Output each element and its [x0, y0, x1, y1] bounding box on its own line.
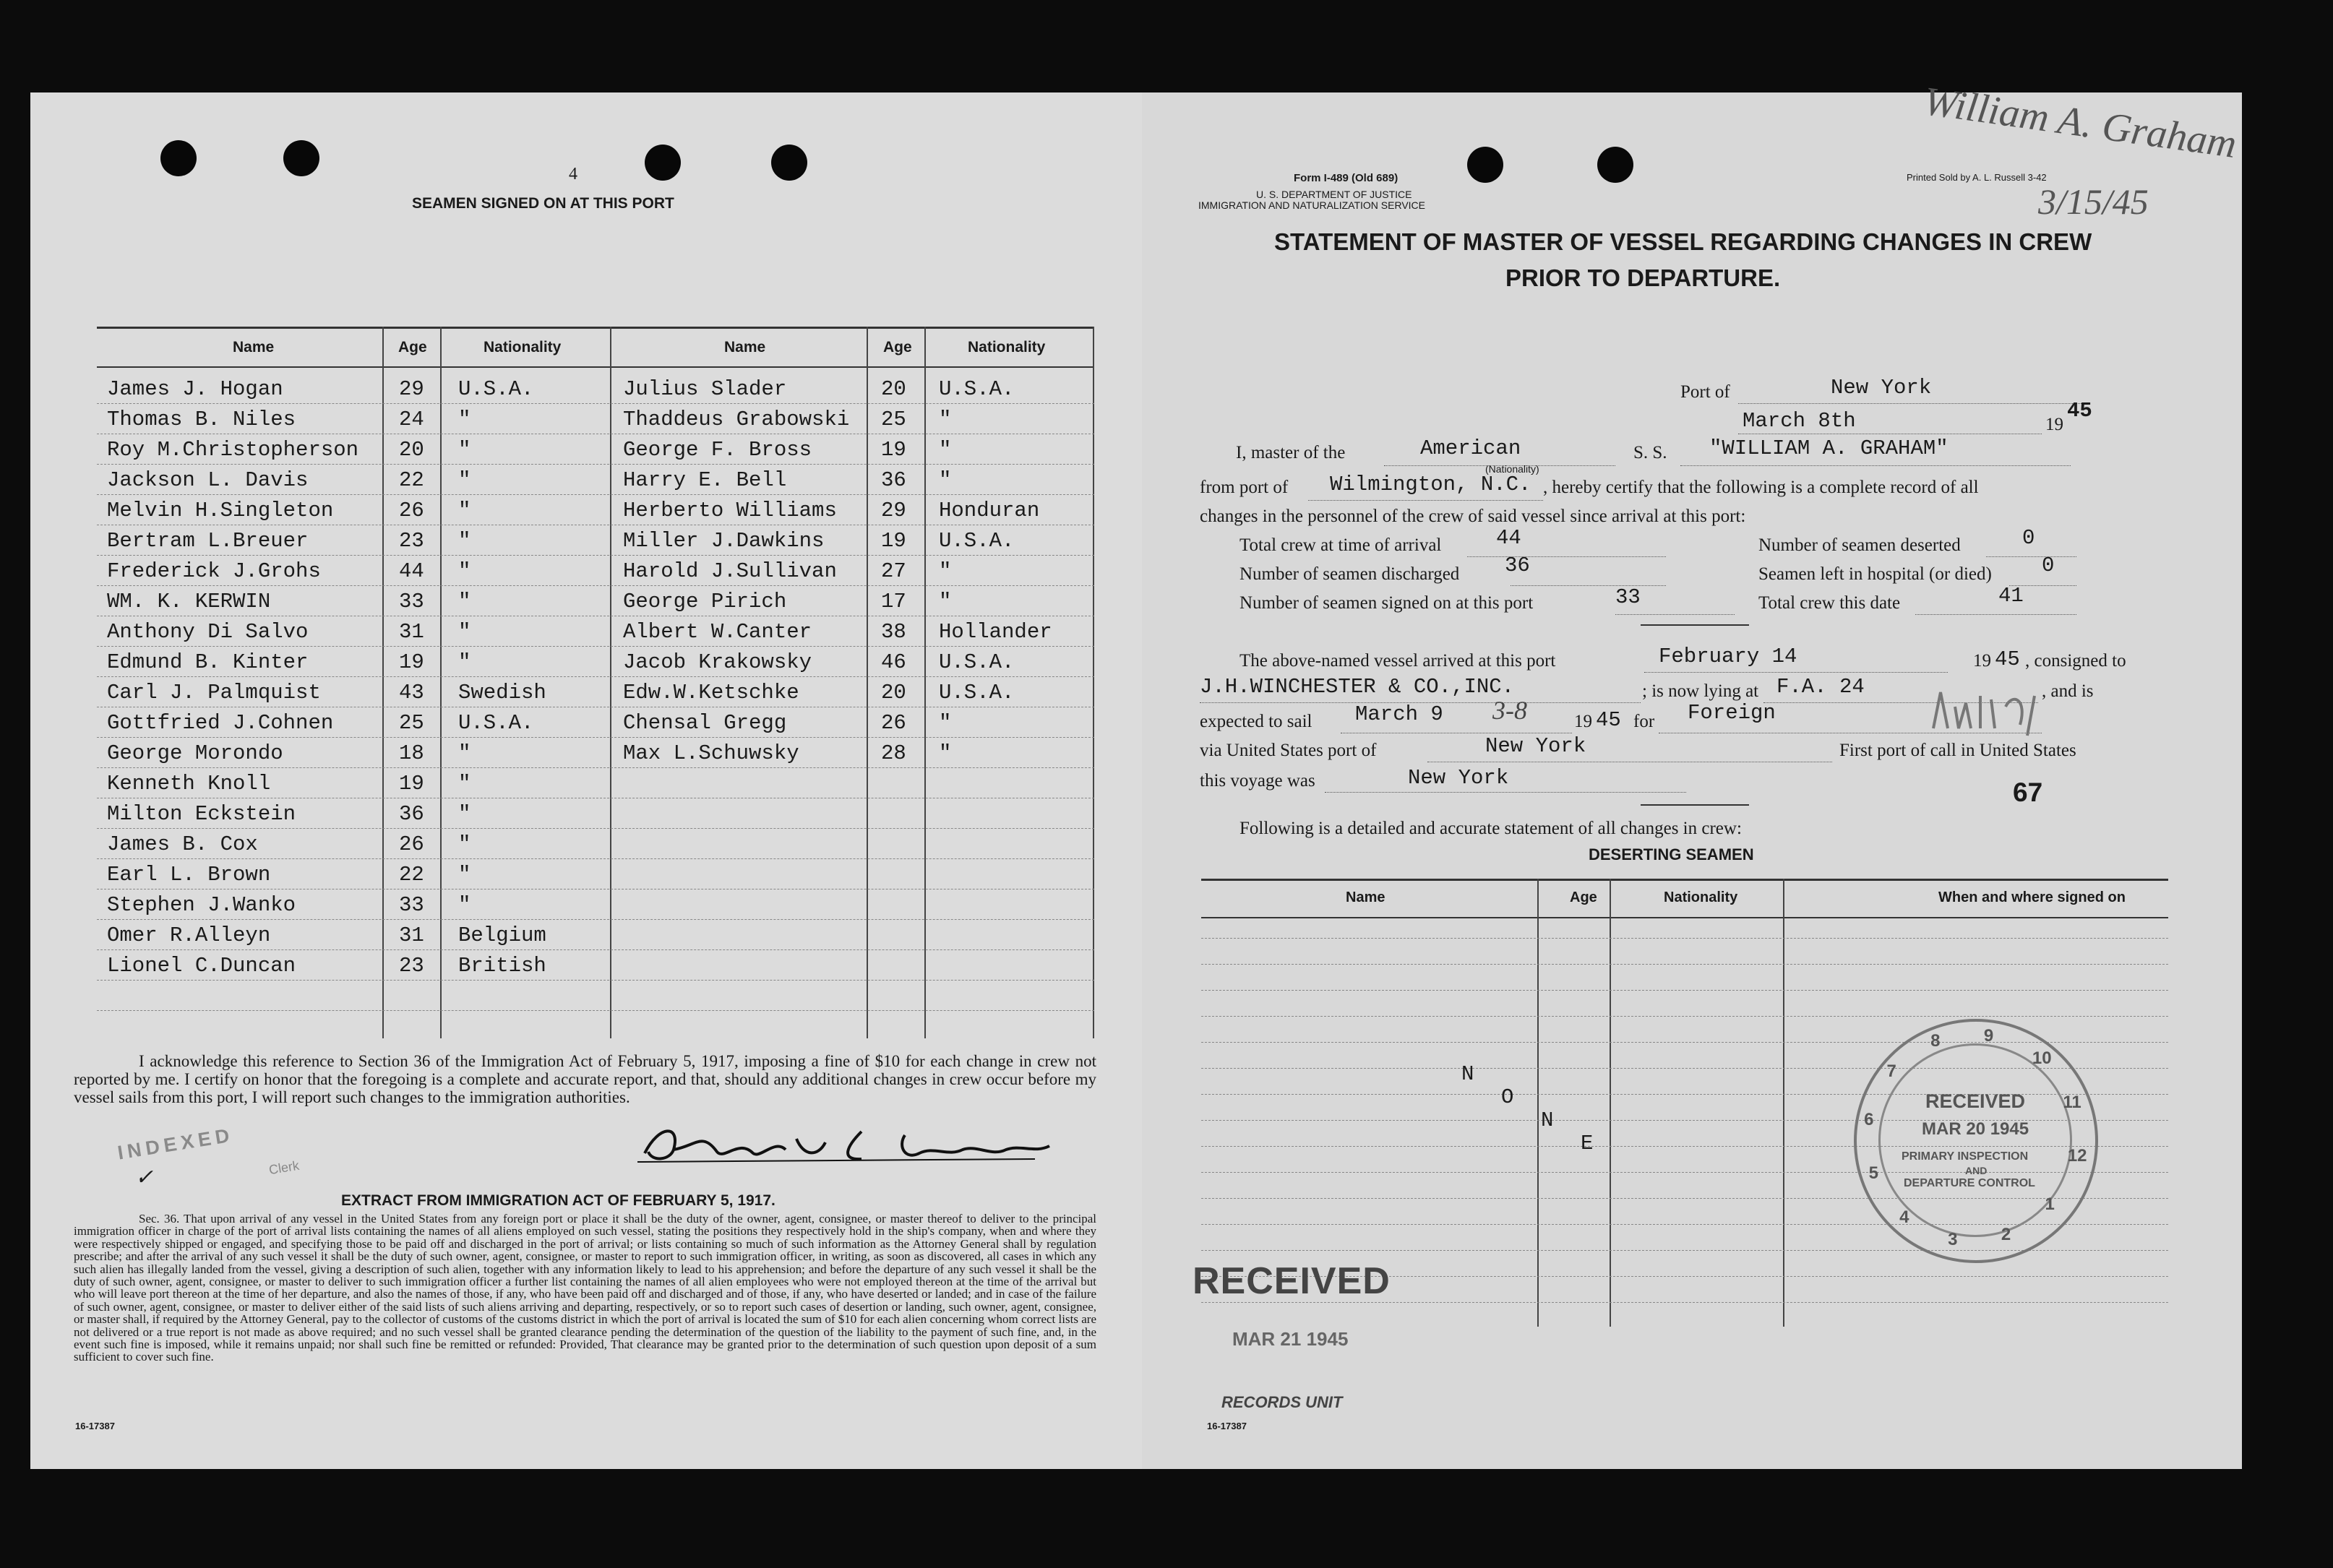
- crew-name: Herberto Williams: [623, 499, 837, 522]
- crew-row: [97, 616, 1094, 647]
- crew-nationality: ": [458, 408, 471, 431]
- deserting-title: DESERTING SEAMEN: [1589, 845, 1754, 863]
- crew-name: Lionel C.Duncan: [107, 954, 296, 978]
- column-header: Nationality: [968, 339, 1046, 356]
- master-signature: [630, 1117, 1064, 1175]
- punch-hole: [160, 140, 197, 176]
- crew-nationality: ": [939, 468, 952, 492]
- stamp-line: AND: [1965, 1165, 1988, 1176]
- crew-row: [97, 373, 1094, 404]
- crew-row: [97, 737, 1094, 768]
- crew-nationality: ": [458, 590, 471, 613]
- year-prefix: 19: [1574, 712, 1592, 731]
- arrival-year: 45: [1995, 647, 2020, 671]
- crew-nationality: ": [458, 741, 471, 765]
- crew-row: [97, 828, 1094, 859]
- this-voyage-label: this voyage was: [1200, 771, 1315, 791]
- punch-hole: [1597, 147, 1633, 183]
- column-header: Name: [1346, 889, 1385, 905]
- form-title-line2: PRIOR TO DEPARTURE.: [1505, 264, 1781, 291]
- records-stamp-unit: RECORDS UNIT: [1221, 1393, 1343, 1411]
- deserted-label: Number of seamen deserted: [1758, 535, 1961, 555]
- stamp-clock-digit: 9: [1983, 1026, 1994, 1046]
- crew-age: 29: [399, 377, 424, 401]
- crew-nationality: ": [939, 741, 952, 765]
- crew-nationality: ": [458, 863, 471, 887]
- crew-age: 43: [399, 681, 424, 705]
- crew-name: Stephen J.Wanko: [107, 893, 296, 917]
- extract-title: EXTRACT FROM IMMIGRATION ACT OF FEBRUARY 5, 1917.: [341, 1192, 775, 1209]
- punch-hole: [645, 145, 681, 181]
- crew-row: [97, 585, 1094, 616]
- vessel-value: "WILLIAM A. GRAHAM": [1709, 436, 1949, 460]
- crew-name: Jacob Krakowsky: [623, 650, 812, 674]
- form-code: 16-17387: [1207, 1421, 1247, 1431]
- year-prefix: 19: [1973, 651, 1991, 671]
- stamp-line: PRIMARY INSPECTION: [1902, 1150, 2029, 1163]
- records-stamp-label: RECEIVED: [1193, 1260, 1391, 1302]
- year-value: 45: [2067, 399, 2092, 423]
- crew-name: Bertram L.Breuer: [107, 529, 309, 553]
- crew-name: Chensal Gregg: [623, 711, 787, 735]
- column-header: Age: [1570, 889, 1597, 905]
- deserted-value: 0: [2022, 526, 2035, 550]
- stamp-date: MAR 20 1945: [1922, 1119, 2029, 1139]
- crew-age: 19: [399, 772, 424, 796]
- crew-name: George Pirich: [623, 590, 787, 613]
- crew-row: [97, 525, 1094, 556]
- crew-name: Albert W.Canter: [623, 620, 812, 644]
- total-crew-date-label: Total crew this date: [1758, 593, 1901, 613]
- destination-value: Foreign: [1688, 701, 1776, 725]
- right-page: [1142, 78, 2242, 1469]
- hospital-label: Seamen left in hospital (or died): [1758, 564, 1992, 584]
- consignee-value: J.H.WINCHESTER & CO.,INC.: [1200, 675, 1515, 699]
- first-port-field: [1325, 766, 1686, 793]
- stamp-label: RECEIVED: [1925, 1090, 2026, 1112]
- left-page: [30, 92, 1142, 1469]
- table-rule: [1201, 938, 2168, 939]
- from-port-value: Wilmington, N.C.: [1330, 473, 1531, 496]
- stamp-clock-digit: 6: [1864, 1110, 1874, 1130]
- crew-nationality: ": [458, 468, 471, 492]
- crew-age: 20: [399, 438, 424, 462]
- form-number: Form I-489 (Old 689): [1294, 172, 1398, 184]
- changes-text: changes in the personnel of the crew of said vessel since arrival at this port:: [1200, 507, 1746, 526]
- crew-row: [97, 646, 1094, 677]
- discharged-label: Number of seamen discharged: [1239, 564, 1460, 584]
- crew-age: 19: [881, 438, 906, 462]
- crew-age: 18: [399, 741, 424, 765]
- crew-name: Harold J.Sullivan: [623, 559, 837, 583]
- crew-name: Jackson L. Davis: [107, 468, 309, 492]
- punch-hole: [283, 140, 319, 176]
- port-field: [1738, 376, 2089, 404]
- column-header: Name: [233, 339, 275, 356]
- crew-name: Julius Slader: [623, 377, 787, 401]
- crew-nationality: ": [458, 650, 471, 674]
- crew-age: 20: [881, 377, 906, 401]
- crew-nationality: British: [458, 954, 546, 978]
- crew-table-header: [97, 327, 1094, 368]
- crew-name: Gottfried J.Cohnen: [107, 711, 334, 735]
- crew-age: 33: [399, 893, 424, 917]
- crew-age: 23: [399, 529, 424, 553]
- service: IMMIGRATION AND NATURALIZATION SERVICE: [1198, 199, 1425, 211]
- stamp-clock-digit: 4: [1899, 1207, 1909, 1227]
- crew-name: George Morondo: [107, 741, 283, 765]
- crew-row: [97, 555, 1094, 586]
- crew-nationality: U.S.A.: [939, 377, 1015, 401]
- column-header: Name: [724, 339, 766, 356]
- crew-name: Milton Eckstein: [107, 802, 296, 826]
- vessel-field: [1680, 436, 2071, 466]
- stamp-line: DEPARTURE CONTROL: [1904, 1177, 2035, 1189]
- stamp-clock-digit: 5: [1868, 1163, 1878, 1183]
- crew-nationality: ": [939, 559, 952, 583]
- discharged-value: 36: [1505, 553, 1530, 577]
- crew-age: 26: [881, 711, 906, 735]
- column-header: Nationality: [1664, 889, 1738, 905]
- none-letter: N: [1541, 1108, 1554, 1132]
- crew-age: 22: [399, 468, 424, 492]
- crew-name: Thomas B. Niles: [107, 408, 296, 431]
- crew-name: Roy M.Christopherson: [107, 438, 359, 462]
- punch-hole: [771, 145, 807, 181]
- crew-row: [97, 798, 1094, 829]
- port-label: Port of: [1680, 382, 1730, 402]
- crew-nationality: ": [939, 438, 952, 462]
- crew-nationality: U.S.A.: [939, 529, 1015, 553]
- crew-name: James J. Hogan: [107, 377, 283, 401]
- stamp-clock-digit: 12: [2067, 1145, 2087, 1166]
- expected-label: expected to sail: [1200, 712, 1312, 731]
- consigned-text: , consigned to: [2025, 651, 2126, 671]
- discharged-field: [1505, 553, 1666, 586]
- crew-nationality: ": [458, 559, 471, 583]
- extract-text: Sec. 36. That upon arrival of any vessel in the United States from any foreign port or place it shall be the duty of the owner, agent, consignee, or master thereof to deliver to the principal immigration officer in charge of the port of arrival lists containing the names of all aliens employed on such vessel, stating the positions they respectively hold in the ship's company, when and where they were respectively shipped or engaged, and specifying those to be paid off and discharged in the port of arrival; or lists containing so much of such information as the Attorney General shall by regulation prescribe; and after the arrival of any such vessel it shall be the duty of such owner, agent, consignee, or master to report to such immigration officer, in writing, as soon as discovered, all cases in which any such alien has illegally landed from the vessel, giving a description of such alien, together with any information likely to lead to his apprehension; and before the departure of any such vessel it shall be the duty of such owner, agent, consignee, or master to deliver to such immigration officer a further list containing the names of all alien employees who were not employed thereon at the time of the arrival but who will leave port thereon at the time of her departure, and also the names of those, if any, who have been paid off and discharged and of those, if any, who have deserted or landed; and in case of the failure of such owner, agent, consignee, or master to deliver either of the said lists of such aliens arriving and departing, respectively, or so to report such cases of desertion or landing, such owner, agent, consignee, or master shall, if required by the Attorney General, pay to the collector of customs of the customs district in which the port of arrival is located the sum of $10 for each alien concerning whom correct lists are not delivered or a true report is not made as above required; and no such vessel shall be granted clearance pending the determination of the question of the liability to the payment of such fine, and, in the event such fine is imposed, while it remains unpaid; nor shall such fine be remitted or refunded: Provided, That clearance may be granted prior to the determination of such question upon deposit of a sum sufficient to cover such fine.: [74, 1212, 1096, 1364]
- crew-age: 28: [881, 741, 906, 765]
- crew-age: 24: [399, 408, 424, 431]
- via-port-value: New York: [1485, 734, 1586, 758]
- crew-age: 19: [881, 529, 906, 553]
- crew-age: 36: [881, 468, 906, 492]
- records-stamp-date: MAR 21 1945: [1232, 1328, 1349, 1350]
- crew-row: [97, 949, 1094, 981]
- crew-nationality: Swedish: [458, 681, 546, 705]
- crew-row: [97, 494, 1094, 525]
- none-letter: O: [1501, 1085, 1514, 1109]
- column-divider: [1783, 879, 1784, 1327]
- crew-age: 38: [881, 620, 906, 644]
- stamp-clock-digit: 2: [2001, 1225, 2011, 1245]
- table-rule: [1201, 990, 2168, 991]
- total-crew-arrival-field: [1467, 526, 1666, 557]
- nationality-caption: (Nationality): [1485, 463, 1539, 475]
- arrival-date-field: [1644, 645, 1948, 673]
- total-crew-date-field: [1915, 584, 2076, 615]
- sail-date-field: [1341, 696, 1572, 733]
- received-stamp: [1854, 1019, 2098, 1263]
- stamp-number: 67: [2013, 777, 2043, 807]
- none-letter: N: [1461, 1062, 1474, 1086]
- ss-label: S. S.: [1633, 443, 1667, 462]
- crew-age: 33: [399, 590, 424, 613]
- first-port-text: First port of call in United States: [1839, 741, 2076, 760]
- acknowledgement-text: I acknowledge this reference to Section 36 of the Immigration Act of February 5, 1917, imposing a fine of $10 for each change in crew not reported by me. I certify on honor that the foregoing is a complete and accurate report, and that, should any additional changes in crew occur before my vessel sails from this port, I will report such changes to the immigration authorities.: [74, 1052, 1096, 1106]
- crew-age: 31: [399, 923, 424, 947]
- clearance-initials: [1926, 685, 2056, 743]
- stamp-clock-digit: 3: [1948, 1229, 1958, 1249]
- crew-age: 22: [399, 863, 424, 887]
- crew-row: [97, 676, 1094, 707]
- crew-nationality: ": [939, 711, 952, 735]
- pier-value: F.A. 24: [1776, 675, 1865, 699]
- crew-nationality: U.S.A.: [458, 711, 534, 735]
- signed-on-field: [1615, 585, 1735, 615]
- crew-name: Anthony Di Salvo: [107, 620, 309, 644]
- table-rule: [1201, 964, 2168, 965]
- crew-row: [97, 919, 1094, 950]
- crew-nationality: Belgium: [458, 923, 546, 947]
- following-text: Following is a detailed and accurate statement of all changes in crew:: [1239, 819, 1742, 838]
- crew-row: [97, 980, 1094, 1011]
- from-port-field: [1308, 473, 1543, 501]
- crew-age: 23: [399, 954, 424, 978]
- crew-nationality: ": [939, 408, 952, 431]
- signed-on-value: 33: [1615, 585, 1641, 609]
- column-header: Age: [398, 339, 427, 356]
- crew-row: [97, 403, 1094, 434]
- and-is-text: , and is: [2042, 681, 2094, 701]
- hospital-value: 0: [2042, 553, 2055, 577]
- clerk-label: Clerk: [267, 1158, 301, 1178]
- via-port-field: [1427, 734, 1832, 762]
- crew-nationality: ": [458, 802, 471, 826]
- master-label: I, master of the: [1236, 443, 1346, 462]
- crew-name: Kenneth Knoll: [107, 772, 271, 796]
- crew-name: Carl J. Palmquist: [107, 681, 321, 705]
- crew-age: 46: [881, 650, 906, 674]
- crew-nationality: Hollander: [939, 620, 1052, 644]
- total-crew-date-value: 41: [1998, 584, 2024, 608]
- crew-row: [97, 767, 1094, 798]
- crew-name: Max L.Schuwsky: [623, 741, 799, 765]
- total-crew-arrival-label: Total crew at time of arrival: [1239, 535, 1442, 555]
- arrived-text: The above-named vessel arrived at this port: [1239, 651, 1556, 671]
- crew-age: 31: [399, 620, 424, 644]
- stamp-clock-digit: 7: [1886, 1061, 1896, 1082]
- crew-name: George F. Bross: [623, 438, 812, 462]
- divider: [1641, 804, 1749, 806]
- crew-name: Earl L. Brown: [107, 863, 271, 887]
- crew-age: 27: [881, 559, 906, 583]
- crew-age: 25: [881, 408, 906, 431]
- crew-row: [97, 858, 1094, 889]
- crew-age: 17: [881, 590, 906, 613]
- crew-name: Melvin H.Singleton: [107, 499, 334, 522]
- crew-age: 20: [881, 681, 906, 705]
- column-header: Age: [883, 339, 912, 356]
- crew-nationality: Honduran: [939, 499, 1040, 522]
- crew-age: 44: [399, 559, 424, 583]
- via-label: via United States port of: [1200, 741, 1377, 760]
- crew-age: 29: [881, 499, 906, 522]
- indexed-stamp: INDEXED: [116, 1124, 236, 1164]
- crew-name: Edw.W.Ketschke: [623, 681, 799, 705]
- crew-age: 19: [399, 650, 424, 674]
- none-letter: E: [1581, 1132, 1594, 1155]
- arrival-date-value: February 14: [1659, 645, 1797, 668]
- total-crew-arrival-value: 44: [1496, 526, 1521, 550]
- for-label: for: [1633, 712, 1655, 731]
- crew-age: 25: [399, 711, 424, 735]
- crew-row: [97, 707, 1094, 738]
- crew-name: Omer R.Alleyn: [107, 923, 271, 947]
- crew-nationality: ": [458, 620, 471, 644]
- column-divider: [1537, 879, 1539, 1327]
- crew-name: Thaddeus Grabowski: [623, 408, 850, 431]
- consignee-field: [1200, 675, 1641, 703]
- crew-row: [97, 434, 1094, 465]
- crew-nationality: U.S.A.: [939, 681, 1015, 705]
- punch-hole: [1467, 147, 1503, 183]
- form-title: STATEMENT OF MASTER OF VESSEL REGARDING CHANGES IN CREW: [1274, 228, 2092, 255]
- crew-nationality: U.S.A.: [939, 650, 1015, 674]
- divider: [1641, 624, 1749, 626]
- table-rule: [1201, 1016, 2168, 1017]
- column-header: Nationality: [484, 339, 562, 356]
- deserting-header: [1201, 879, 2168, 918]
- crew-name: Miller J.Dawkins: [623, 529, 825, 553]
- crew-nationality: ": [458, 772, 471, 796]
- crew-name: WM. K. KERWIN: [107, 590, 271, 613]
- section-title: SEAMEN SIGNED ON AT THIS PORT: [412, 195, 674, 212]
- crew-nationality: ": [458, 438, 471, 462]
- indexed-initials: ✓: [135, 1166, 154, 1189]
- crew-name: Harry E. Bell: [623, 468, 787, 492]
- crew-nationality: ": [458, 499, 471, 522]
- date-field: [1738, 409, 2042, 434]
- department: U. S. DEPARTMENT OF JUSTICE: [1256, 189, 1412, 200]
- sail-year: 45: [1596, 708, 1621, 732]
- stamp-clock-digit: 11: [2063, 1093, 2081, 1113]
- stamp-clock-digit: 8: [1930, 1030, 1941, 1051]
- crew-age: 26: [399, 832, 424, 856]
- port-value: New York: [1831, 376, 1932, 400]
- crew-name: Frederick J.Grohs: [107, 559, 321, 583]
- crew-nationality: U.S.A.: [458, 377, 534, 401]
- crew-nationality: ": [939, 590, 952, 613]
- sail-date-value: March 9: [1355, 702, 1443, 726]
- crew-name: James B. Cox: [107, 832, 258, 856]
- lying-text: ; is now lying at: [1642, 681, 1759, 701]
- crew-nationality: ": [458, 529, 471, 553]
- from-port-label: from port of: [1200, 478, 1289, 497]
- crew-name: Edmund B. Kinter: [107, 650, 309, 674]
- handwritten-vessel-name: William A. Graham: [1920, 78, 2240, 168]
- sail-date-annotation: 3-8: [1492, 696, 1527, 725]
- column-header: When and where signed on: [1938, 889, 2126, 905]
- stamp-clock-digit: 10: [2032, 1048, 2052, 1069]
- printer-line: Printed Sold by A. L. Russell 3-42: [1907, 172, 2047, 183]
- first-port-value: New York: [1408, 766, 1509, 790]
- crew-row: [97, 464, 1094, 495]
- deserted-field: [1986, 526, 2076, 557]
- stamp-clock-digit: 1: [2045, 1194, 2055, 1214]
- year-prefix: 19: [2045, 415, 2063, 434]
- page-number: 4: [569, 165, 577, 184]
- handwritten-date: 3/15/45: [2038, 181, 2149, 222]
- crew-age: 36: [399, 802, 424, 826]
- crew-age: 26: [399, 499, 424, 522]
- hospital-field: [2009, 553, 2076, 586]
- signed-on-label: Number of seamen signed on at this port: [1239, 593, 1534, 613]
- crew-row: [97, 889, 1094, 920]
- certify-text: , hereby certify that the following is a complete record of all: [1543, 478, 1979, 497]
- crew-nationality: ": [458, 893, 471, 917]
- nationality-value: American: [1420, 436, 1521, 460]
- column-divider: [1610, 879, 1611, 1327]
- date-value: March 8th: [1743, 409, 1856, 433]
- crew-nationality: ": [458, 832, 471, 856]
- form-code: 16-17387: [75, 1421, 115, 1431]
